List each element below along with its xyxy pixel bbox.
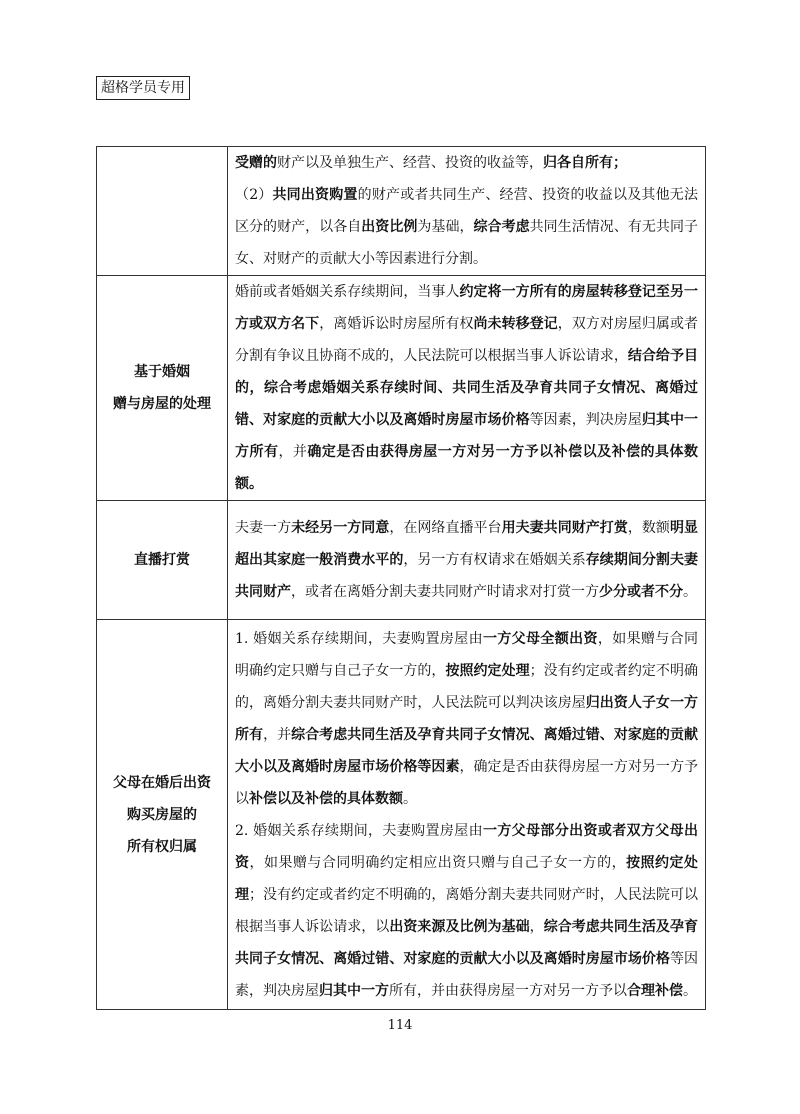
bold-text-segment: 合理补偿 (627, 982, 683, 999)
row-label-line: 所有权归属 (127, 838, 197, 855)
text-segment: 2. 婚姻关系存续期间，夫妻购置房屋由 (235, 822, 483, 839)
bold-text-segment: 尚未转移登记 (473, 316, 558, 332)
table-row (97, 620, 706, 1010)
bold-text-segment: 综合考虑共同生活及孕育共同子女情况、离婚过错、对家庭的贡献大小以及离婚时房屋市场价格等因素 (235, 726, 698, 775)
text-segment: ，并 (263, 726, 292, 743)
bold-text-segment: 综合考虑共同生活及孕育共同子女情况、离婚过错、对家庭的贡献大小以及离婚时房屋市场价格 (235, 918, 698, 967)
text-segment: 的财产或者共同生产、经营、投资的收益以及其他无法区分的财产，以各自 (235, 187, 698, 235)
row-label-cell (97, 276, 228, 501)
text-segment: ；没有约定或者约定不明确的，离婚分割夫妻共同财产时，人民法院可以判决该房屋 (235, 662, 698, 711)
row-label-line: 赠与房屋的处理 (113, 396, 211, 412)
table-row (97, 501, 706, 620)
bold-text-segment: 按照约定处理 (445, 662, 530, 679)
content-paragraph (235, 512, 698, 608)
content-paragraph (235, 179, 698, 275)
bold-text-segment: 出资比例 (361, 219, 418, 235)
content-paragraph (235, 276, 698, 500)
text-segment: 共同生活情况、有无共同子女、对财产的贡献大小等因素进行分割。 (235, 219, 698, 267)
content-paragraph (235, 815, 698, 1007)
bold-text-segment: 约定将一方所有的房屋转移登记至另一方或双方名下 (235, 284, 698, 332)
header-label: 超格学员专用 (96, 76, 190, 100)
text-segment: ，离婚诉讼时房屋所有权 (319, 316, 474, 332)
text-segment: ，在网络直播平台 (389, 520, 502, 536)
bold-text-segment: 受赠的 (235, 155, 277, 171)
text-segment: ，另一方有权请求在婚姻关系 (403, 552, 586, 568)
bold-text-segment: 少分或者不分 (599, 584, 683, 600)
text-segment: ， (529, 918, 544, 935)
row-content-cell (228, 147, 706, 276)
table-row (97, 276, 706, 501)
bold-text-segment: 补偿以及补偿的具体数额 (249, 790, 403, 807)
bold-text-segment: 按照约定处理 (235, 854, 699, 903)
text-segment: ，如果赠与合同明确约定相应出资只赠与自己子女一方的， (249, 854, 627, 871)
page-number: 114 (387, 1018, 413, 1033)
text-segment: 财产以及单独生产、经营、投资的收益等， (277, 155, 543, 171)
row-label-cell (97, 620, 228, 1010)
bold-text-segment: 未经另一方同意 (291, 520, 390, 536)
bold-text-segment: 存续期间分割夫妻共同财产 (235, 552, 698, 600)
text-segment: 等因素，判决房屋 (235, 950, 698, 999)
bold-text-segment: 归其中一方 (319, 982, 389, 999)
text-segment: 。 (683, 584, 697, 600)
text-segment: 夫妻一方 (235, 520, 292, 536)
text-segment: ，确定是否由获得房屋一方对另一方予以 (235, 758, 698, 807)
content-paragraph (235, 623, 698, 815)
row-label-cell (97, 147, 228, 276)
row-label-cell (97, 501, 228, 620)
bold-text-segment: 用夫妻共同财产打赏 (501, 520, 628, 536)
row-label-line: 直播打赏 (134, 552, 190, 568)
table-row (97, 147, 706, 276)
bold-text-segment: 归其中一方所有 (235, 412, 698, 460)
bold-text-segment: 归出资人子女一方所有 (235, 694, 698, 743)
bold-text-segment: 出资来源及比例为基础 (389, 918, 530, 935)
bold-text-segment: 综合考虑 (473, 219, 530, 235)
row-label-line: 购买房屋的 (127, 806, 197, 823)
content-table-body (97, 147, 706, 1010)
row-content-cell (228, 276, 706, 501)
row-content-cell (228, 620, 706, 1010)
bold-text-segment: 结合给予目的，综合考虑婚姻关系存续时间、共同生活及孕育共同子女情况、离婚过错、对家庭的贡献大小以及离婚时房屋市场价格 (235, 348, 698, 428)
row-content-cell (228, 501, 706, 620)
content-table (96, 146, 706, 1010)
bold-text-segment: 确定是否由获得房屋一方对另一方予以补偿以及补偿的具体数额。 (235, 444, 699, 492)
text-segment: （2） (235, 187, 273, 203)
row-label-line: 基于婚姻 (134, 364, 190, 380)
content-paragraph (235, 147, 698, 179)
bold-text-segment: 一方父母全额出资 (482, 630, 598, 647)
text-segment: 所有，并由获得房屋一方对另一方予以 (389, 982, 627, 999)
row-label-line: 父母在婚后出资 (113, 774, 211, 791)
bold-text-segment: 共同出资购置 (272, 187, 358, 203)
bold-text-segment: 一方父母部分出资或者双方父母出资 (235, 822, 699, 871)
text-segment: ，并 (278, 444, 308, 460)
text-segment: ，数额 (627, 520, 670, 536)
text-segment: 。 (403, 790, 417, 807)
text-segment: 。 (683, 982, 697, 999)
text-segment: 等因素，判决房屋 (529, 412, 642, 428)
text-segment: ，或者在离婚分割夫妻共同财产时请求对打赏一方 (291, 584, 599, 600)
text-segment: 1. 婚姻关系存续期间，夫妻购置房屋由 (235, 630, 483, 647)
bold-text-segment: 明显超出其家庭一般消费水平的 (235, 520, 698, 568)
text-segment: ，如果赠与合同明确约定只赠与自己子女一方的， (235, 630, 699, 679)
text-segment: 婚前或者婚姻关系存续期间，当事人 (235, 284, 460, 300)
text-segment: ，双方对房屋归属或者分割有争议且协商不成的，人民法院可以根据当事人诉讼请求， (235, 316, 698, 364)
bold-text-segment: 归各自所有； (543, 155, 627, 171)
text-segment: 为基础， (417, 219, 474, 235)
text-segment: ；没有约定或者约定不明确的，离婚分割夫妻共同财产时，人民法院可以根据当事人诉讼请求，以 (235, 886, 698, 935)
